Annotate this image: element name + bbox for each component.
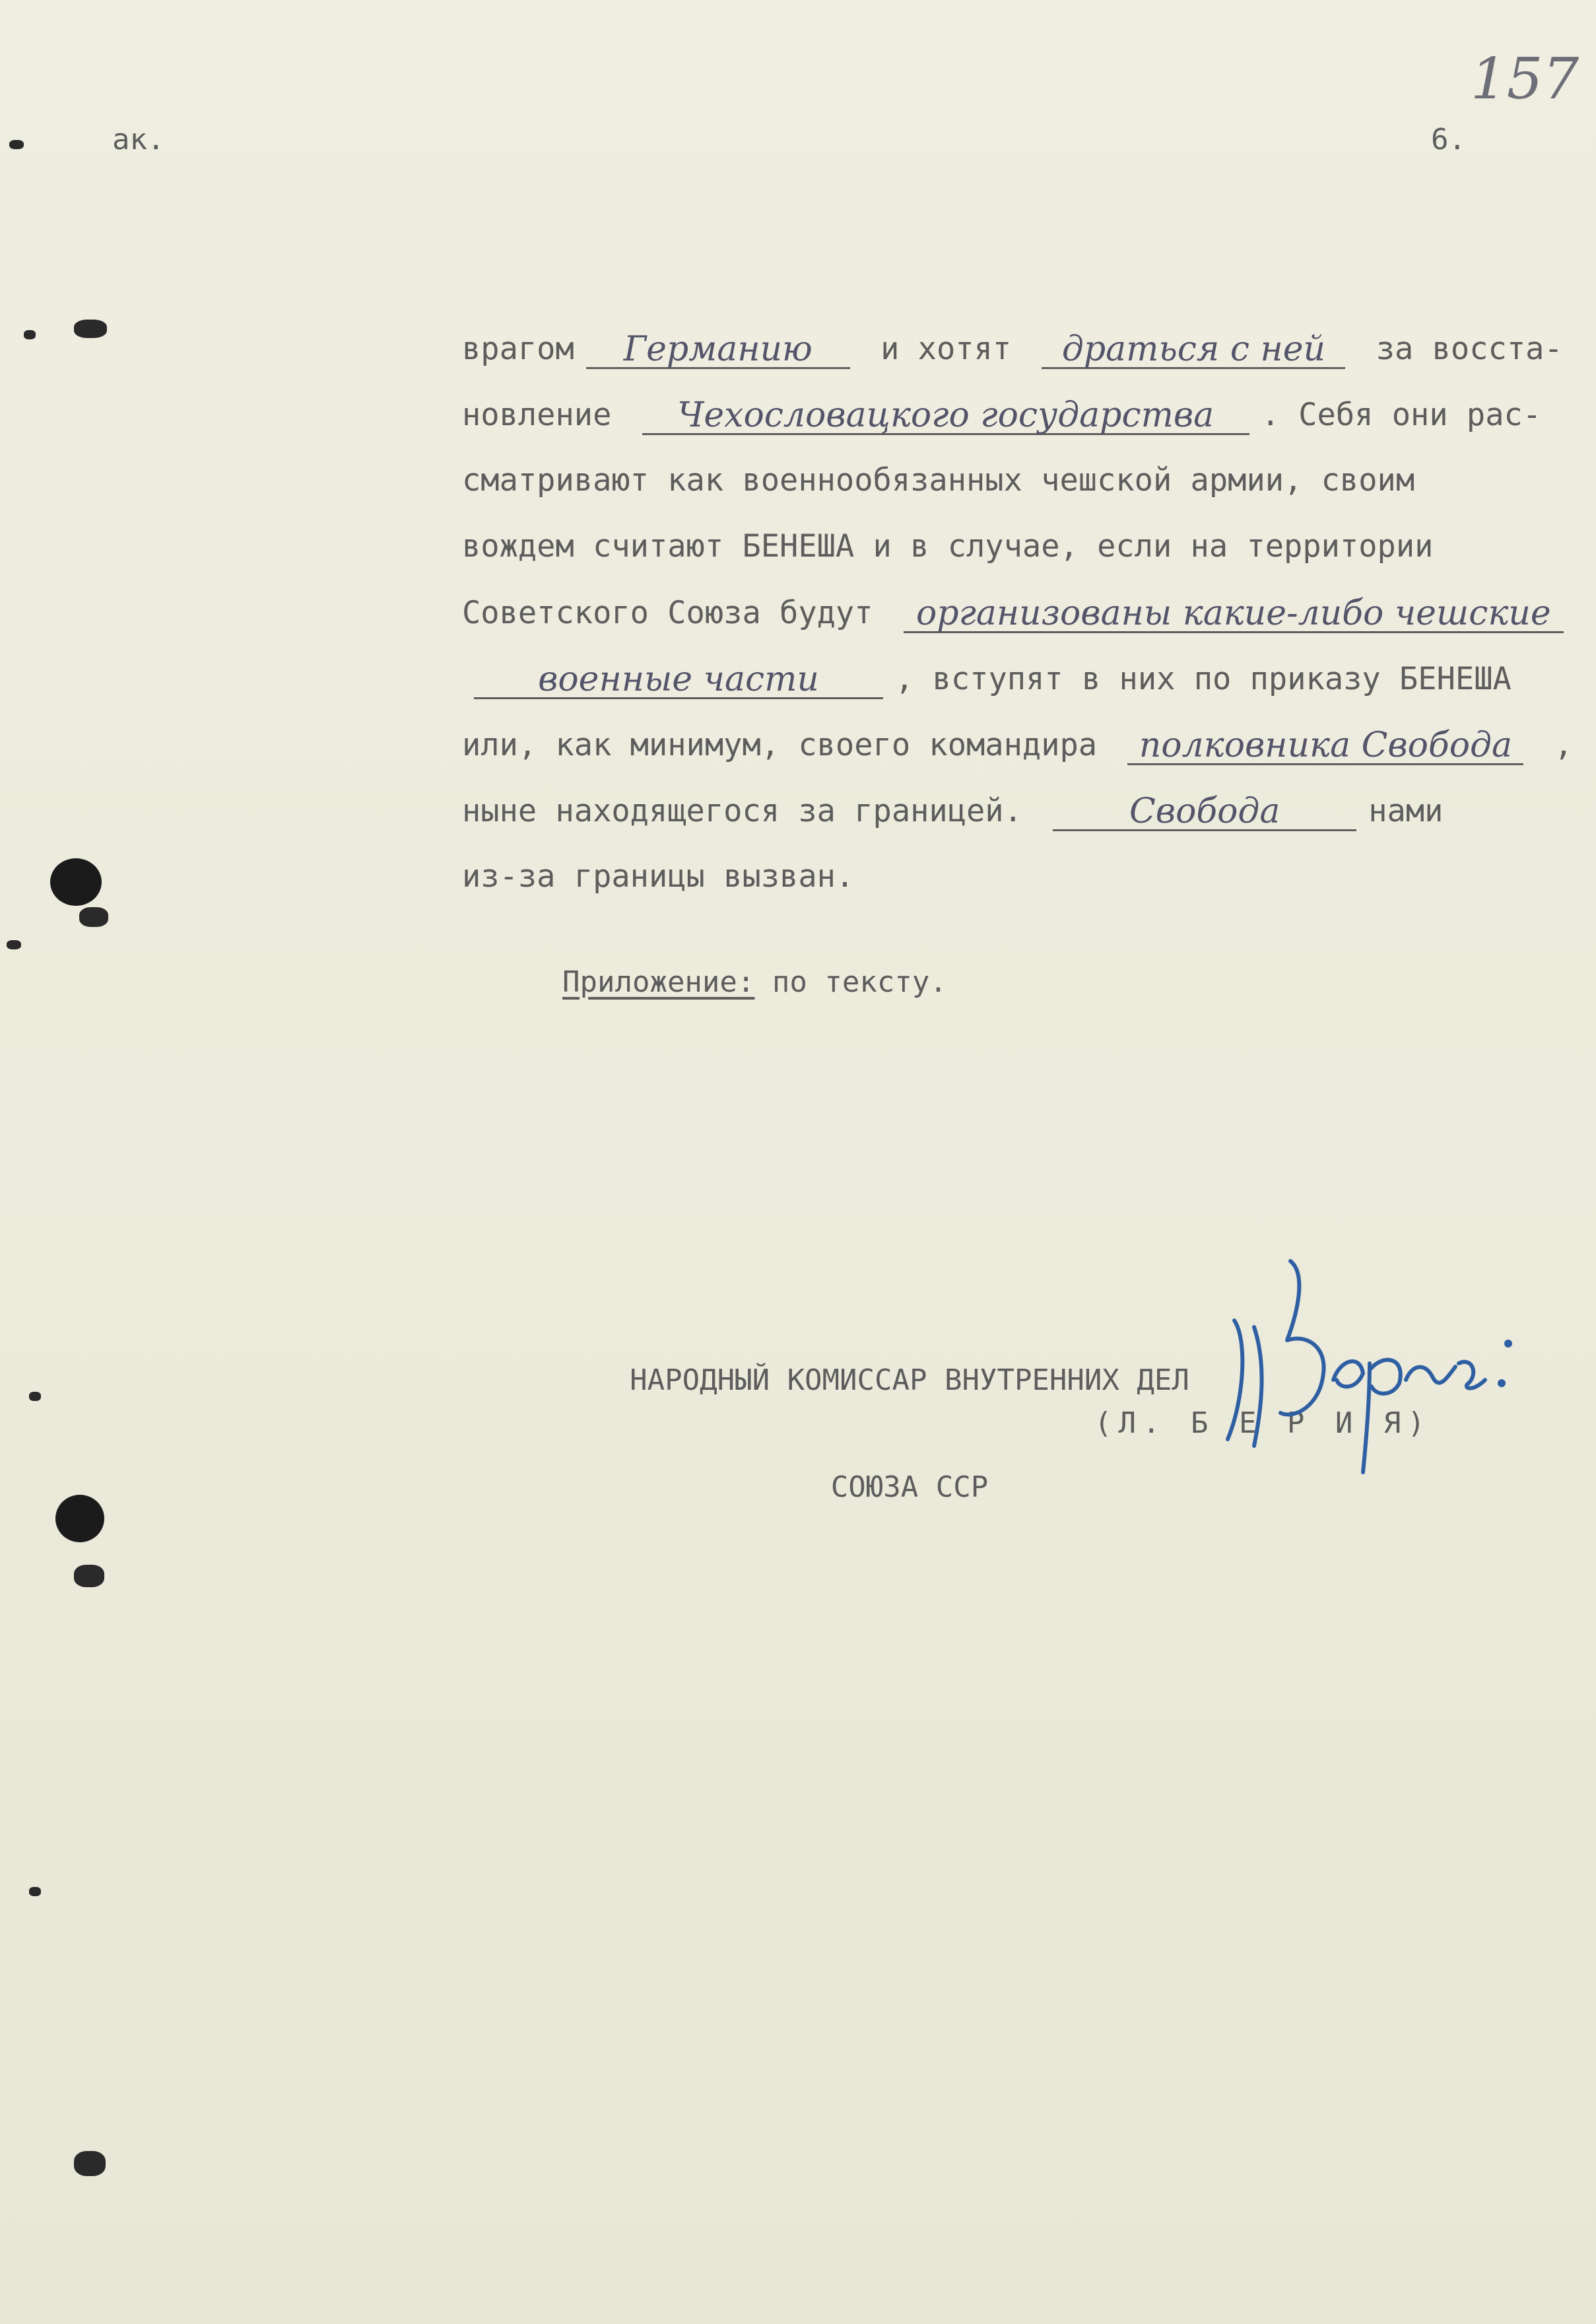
typed-text: . Себя они рас- [1261,397,1542,433]
typed-text: Советского Союза будут [462,595,892,631]
body-line [462,857,854,897]
body-line [462,527,1433,566]
appendix-label: Приложение: [562,965,755,999]
punch-hole [55,1495,104,1542]
handwritten-signature [1208,1248,1525,1486]
appendix-note [562,965,947,999]
punch-mark [74,320,107,338]
page-number: 6. [1431,123,1466,156]
punch-mark [29,1887,41,1896]
body-line [462,395,1541,435]
header-initials: ак. [112,123,165,156]
handwritten-insertion: Свобода [1053,791,1356,831]
punch-mark [29,1392,41,1401]
punch-hole [50,858,102,906]
handwritten-insertion: драться с ней [1042,329,1345,369]
handwritten-insertion: военные части [474,659,883,699]
typed-text: и хотят [861,331,1030,367]
punch-mark [24,330,36,339]
signatory-name: (Л. Б Е Р И Я) [1094,1406,1432,1440]
body-line [462,791,1443,831]
body-line [462,593,1576,633]
handwritten-insertion: Чехословацкого государства [642,395,1249,435]
body-line [462,461,1414,500]
punch-mark [79,907,108,927]
typed-text: вождем считают БЕНЕША и в случае, если на территории [462,528,1434,564]
typed-text: сматривают как военнообязанных чешской армии, своим [462,462,1415,498]
handwritten-insertion: полковника Свобода [1127,725,1523,765]
typed-text: из-за границы вызван. [462,858,855,895]
body-line [462,329,1563,369]
typed-text: или, как минимум, своего командира [462,727,1116,763]
typed-text: , [1535,727,1573,763]
typed-text: , вступят в них по приказу БЕНЕША [895,661,1512,697]
typed-text: нами [1368,793,1444,829]
punch-mark [9,140,24,149]
punch-mark [74,2151,106,2176]
punch-mark [74,1565,104,1587]
folio-number [1464,36,1579,121]
body-line [462,659,1512,699]
svg-text:157: 157 [1471,46,1579,112]
typed-text: за восста- [1357,331,1563,367]
signatory-title-line-1: НАРОДНЫЙ КОМИССАР ВНУТРЕННИХ ДЕЛ [630,1363,1189,1397]
typed-text: врагом [462,331,574,367]
typed-text: ныне находящегося за границей. [462,793,1042,829]
appendix-text: по тексту. [754,965,947,999]
punch-mark [7,940,21,949]
typed-text: новление [462,397,630,433]
handwritten-insertion: Германию [586,329,850,369]
signatory-title-line-2: СОЮЗА ССР [830,1470,989,1504]
body-line [462,725,1573,765]
handwritten-insertion: организованы какие-либо чешские [904,593,1564,633]
